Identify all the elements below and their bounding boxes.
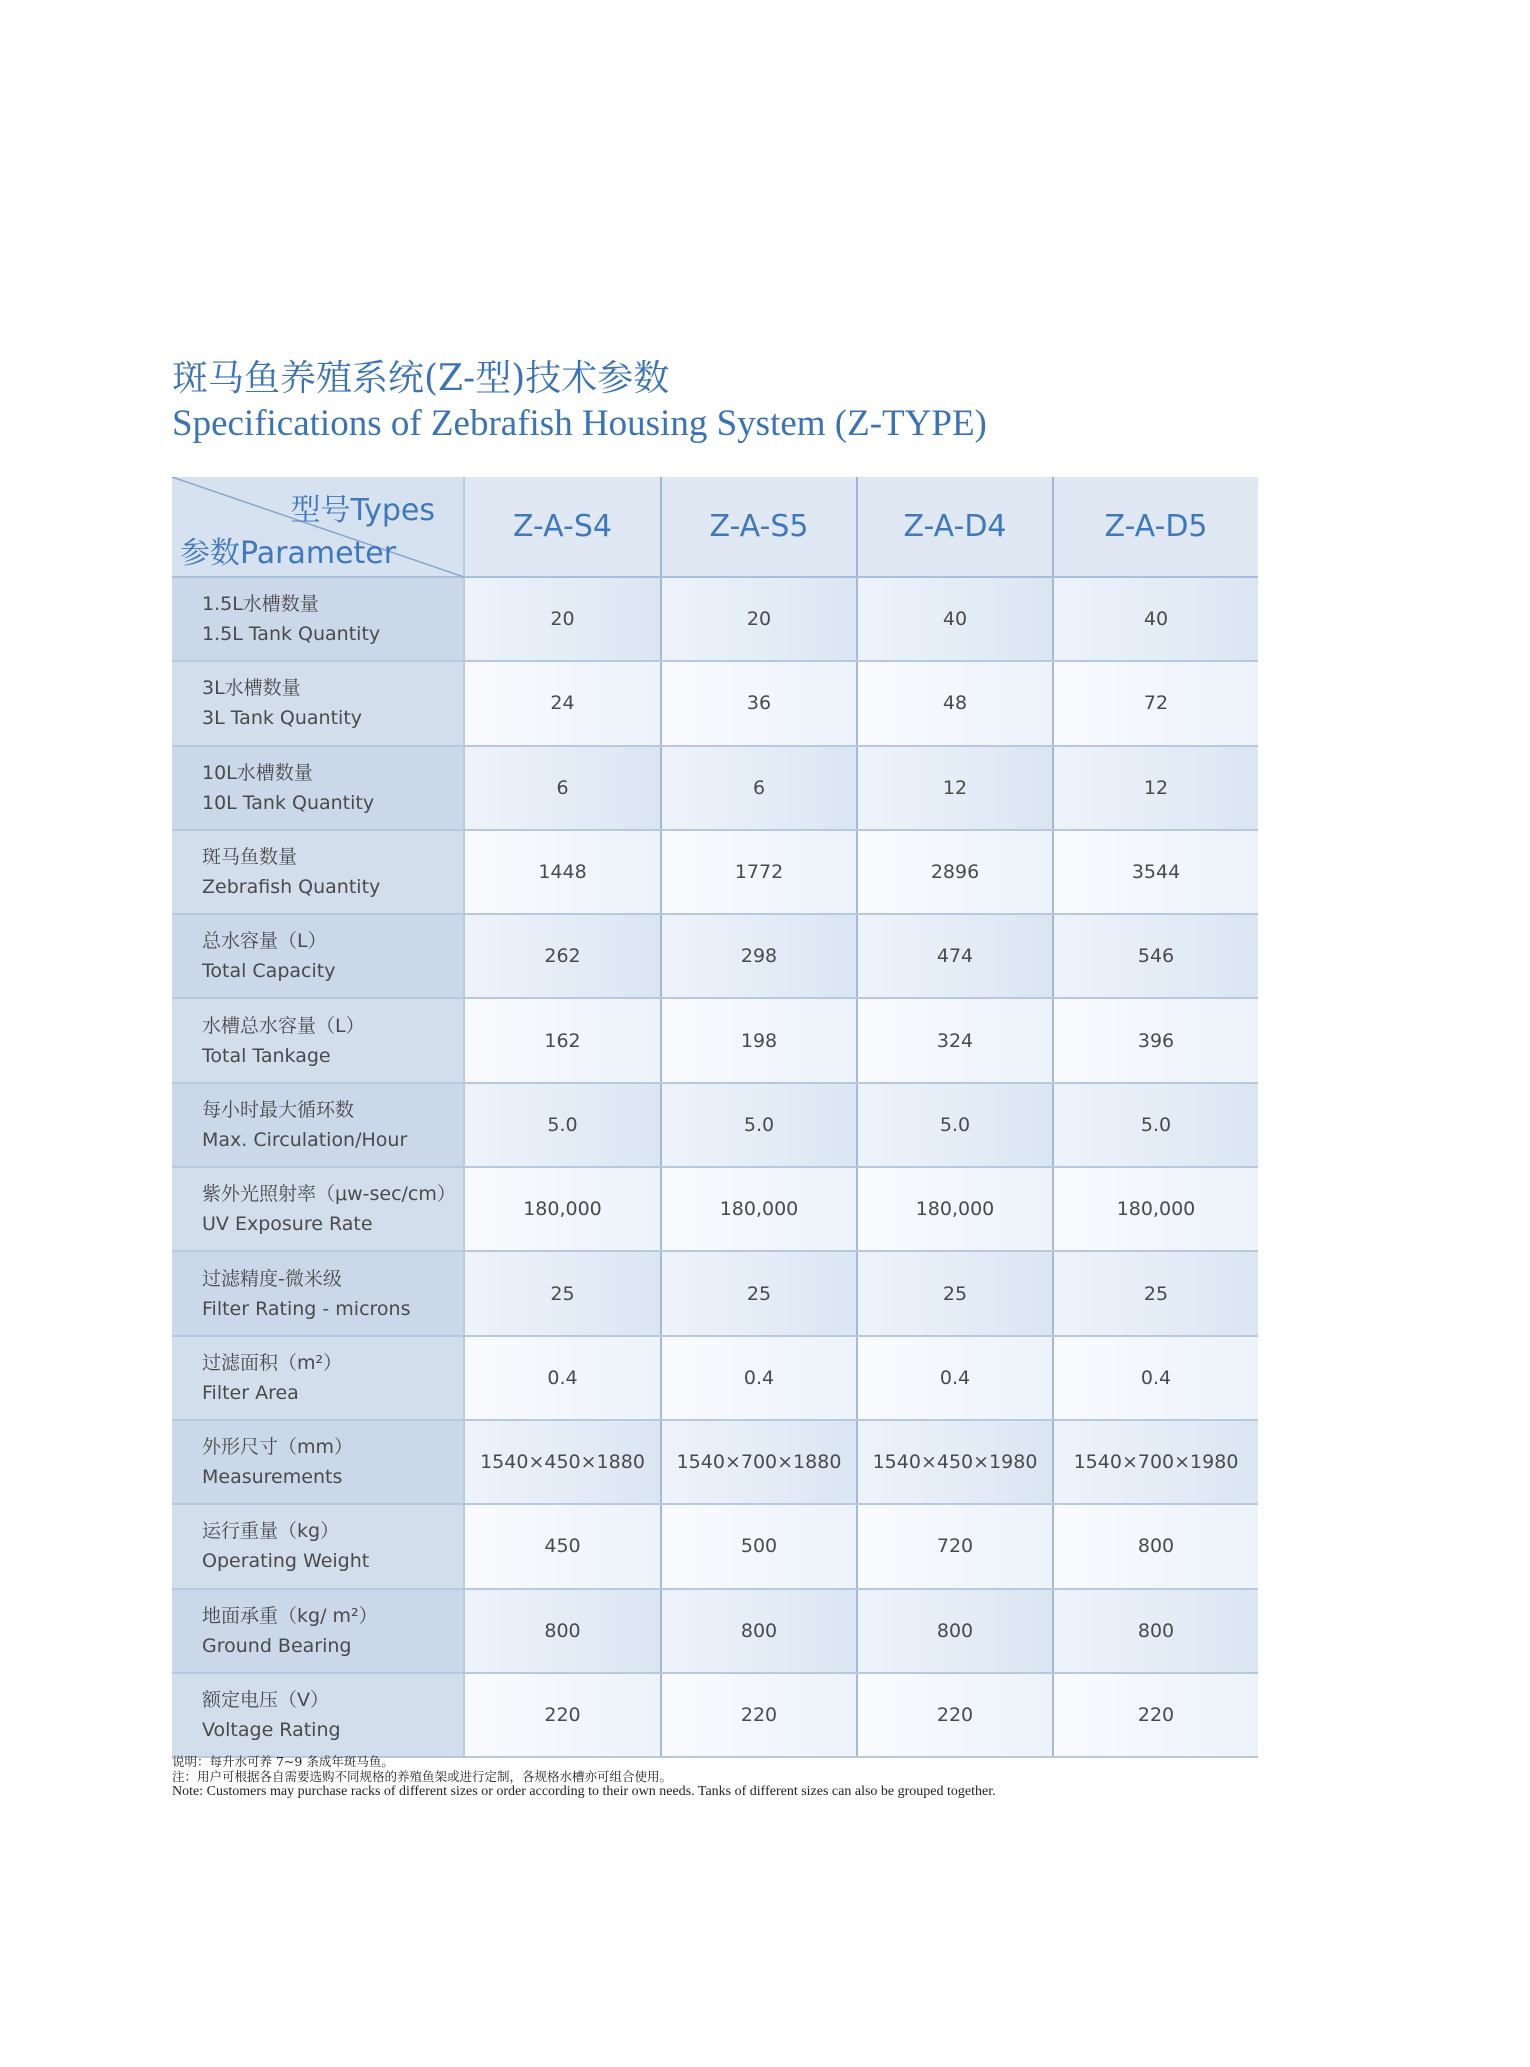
value-cell: 720: [857, 1504, 1053, 1588]
value-cell: 20: [464, 577, 661, 661]
parameter-label-cell: [172, 661, 464, 745]
value-cell: 180,000: [857, 1167, 1053, 1251]
model-header-z-a-s5: Z-A-S5: [661, 477, 857, 577]
value-cell: 500: [661, 1504, 857, 1588]
table-row: [172, 1673, 1258, 1757]
table-row: [172, 1589, 1258, 1673]
value-cell: 25: [661, 1251, 857, 1335]
value-cell: 1448: [464, 830, 661, 914]
model-header-z-a-d5: Z-A-D5: [1053, 477, 1258, 577]
value-cell: 72: [1053, 661, 1258, 745]
value-cell: 1540×450×1880: [464, 1420, 661, 1504]
value-cell: 5.0: [464, 1083, 661, 1167]
value-cell: 396: [1053, 998, 1258, 1082]
parameter-name-english: Zebrafish Quantity: [202, 876, 381, 899]
parameter-name-english: 1.5L Tank Quantity: [202, 623, 381, 646]
parameter-name-chinese: 总水容量（L）: [202, 930, 327, 953]
page-title-english: Specifications of Zebrafish Housing System (Z-TYPE): [172, 403, 987, 444]
value-cell: 262: [464, 914, 661, 998]
parameter-name-chinese: 过滤精度-微米级: [202, 1267, 342, 1290]
value-cell: 220: [661, 1673, 857, 1757]
value-cell: 5.0: [857, 1083, 1053, 1167]
value-cell: 180,000: [464, 1167, 661, 1251]
table-row: [172, 577, 1258, 661]
table-row: [172, 914, 1258, 998]
table-header-row: [172, 477, 1258, 577]
value-cell: 0.4: [1053, 1336, 1258, 1420]
parameter-name-chinese: 过滤面积（m²）: [202, 1351, 343, 1374]
parameter-name-chinese: 水槽总水容量（L）: [202, 1014, 365, 1037]
parameter-label-cell: [172, 1251, 464, 1335]
parameter-name-chinese: 3L水槽数量: [202, 677, 301, 700]
value-cell: 5.0: [661, 1083, 857, 1167]
table-row: [172, 1167, 1258, 1251]
parameter-label-cell: [172, 1589, 464, 1673]
value-cell: 40: [1053, 577, 1258, 661]
parameter-name-english: Filter Rating - microns: [202, 1297, 411, 1320]
parameter-label-cell: [172, 1504, 464, 1588]
value-cell: 1540×700×1980: [1053, 1420, 1258, 1504]
value-cell: 450: [464, 1504, 661, 1588]
value-cell: 298: [661, 914, 857, 998]
parameter-name-english: UV Exposure Rate: [202, 1213, 373, 1236]
parameter-label-cell: [172, 998, 464, 1082]
table-row: [172, 1420, 1258, 1504]
table-row: [172, 1504, 1258, 1588]
parameter-label-cell: [172, 1420, 464, 1504]
value-cell: 474: [857, 914, 1053, 998]
table-row: [172, 998, 1258, 1082]
parameter-header-label: 参数Parameter: [180, 536, 397, 571]
parameter-label-cell: [172, 1167, 464, 1251]
parameter-name-english: 3L Tank Quantity: [202, 707, 363, 730]
table-row: [172, 830, 1258, 914]
parameter-name-chinese: 每小时最大循环数: [202, 1098, 355, 1121]
value-cell: 220: [464, 1673, 661, 1757]
value-cell: 800: [857, 1589, 1053, 1673]
table-row: [172, 1336, 1258, 1420]
value-cell: 220: [1053, 1673, 1258, 1757]
parameter-name-english: 10L Tank Quantity: [202, 791, 375, 814]
parameter-name-chinese: 外形尺寸（mm）: [202, 1436, 354, 1459]
value-cell: 800: [1053, 1589, 1258, 1673]
value-cell: 198: [661, 998, 857, 1082]
value-cell: 800: [464, 1589, 661, 1673]
table-row: [172, 661, 1258, 745]
value-cell: 220: [857, 1673, 1053, 1757]
parameter-name-chinese: 运行重量（kg）: [202, 1520, 340, 1543]
corner-header-cell: [172, 477, 464, 577]
value-cell: 6: [661, 746, 857, 830]
parameter-name-english: Measurements: [202, 1466, 343, 1489]
value-cell: 6: [464, 746, 661, 830]
parameter-label-cell: [172, 1336, 464, 1420]
parameter-name-english: Max. Circulation/Hour: [202, 1128, 408, 1151]
parameter-label-cell: [172, 1083, 464, 1167]
parameter-name-chinese: 斑马鱼数量: [202, 846, 298, 869]
parameter-label-cell: [172, 914, 464, 998]
model-header-z-a-s4: Z-A-S4: [464, 477, 661, 577]
value-cell: 0.4: [464, 1336, 661, 1420]
value-cell: 12: [1053, 746, 1258, 830]
parameter-label-cell: [172, 577, 464, 661]
parameter-name-chinese: 1.5L水槽数量: [202, 593, 319, 616]
value-cell: 25: [857, 1251, 1053, 1335]
note-line-2: 注：用户可根据各自需要选购不同规格的养殖鱼架或进行定制，各规格水槽亦可组合使用。: [172, 1769, 673, 1784]
parameter-label-cell: [172, 746, 464, 830]
value-cell: 180,000: [661, 1167, 857, 1251]
note-line-1: 说明：每升水可养 7~9 条成年斑马鱼。: [172, 1754, 394, 1769]
value-cell: 0.4: [661, 1336, 857, 1420]
parameter-name-english: Operating Weight: [202, 1550, 370, 1573]
value-cell: 180,000: [1053, 1167, 1258, 1251]
value-cell: 3544: [1053, 830, 1258, 914]
parameter-name-chinese: 紫外光照射率（μw-sec/cm）: [202, 1183, 456, 1206]
value-cell: 20: [661, 577, 857, 661]
value-cell: 324: [857, 998, 1053, 1082]
value-cell: 800: [1053, 1504, 1258, 1588]
table-row: [172, 1083, 1258, 1167]
value-cell: 48: [857, 661, 1053, 745]
value-cell: 25: [1053, 1251, 1258, 1335]
value-cell: 12: [857, 746, 1053, 830]
types-header-label: 型号Types: [290, 493, 435, 528]
specifications-table: [172, 477, 1258, 1758]
value-cell: 36: [661, 661, 857, 745]
parameter-name-chinese: 10L水槽数量: [202, 761, 313, 784]
parameter-name-chinese: 地面承重（kg/ m²）: [202, 1604, 378, 1627]
parameter-name-english: Ground Bearing: [202, 1634, 352, 1657]
value-cell: 800: [661, 1589, 857, 1673]
value-cell: 546: [1053, 914, 1258, 998]
value-cell: 1540×450×1980: [857, 1420, 1053, 1504]
parameter-name-english: Voltage Rating: [202, 1719, 341, 1741]
value-cell: 5.0: [1053, 1083, 1258, 1167]
parameter-label-cell: [172, 830, 464, 914]
footnotes: [172, 1754, 996, 1799]
table-row: [172, 1251, 1258, 1335]
value-cell: 162: [464, 998, 661, 1082]
page-title-chinese: 斑马鱼养殖系统(Z-型)技术参数: [172, 358, 670, 399]
value-cell: 1772: [661, 830, 857, 914]
note-line-3: Note: Customers may purchase racks of different sizes or order according to their own needs. Tanks of different sizes can also be grouped together.: [172, 1784, 996, 1799]
parameter-name-english: Total Tankage: [202, 1044, 331, 1067]
value-cell: 24: [464, 661, 661, 745]
parameter-name-chinese: 额定电压（V）: [202, 1689, 329, 1711]
table-row: [172, 746, 1258, 830]
value-cell: 40: [857, 577, 1053, 661]
value-cell: 0.4: [857, 1336, 1053, 1420]
value-cell: 1540×700×1880: [661, 1420, 857, 1504]
parameter-name-english: Filter Area: [202, 1381, 299, 1404]
parameter-label-cell: [172, 1673, 464, 1757]
parameter-name-english: Total Capacity: [202, 960, 336, 983]
value-cell: 25: [464, 1251, 661, 1335]
model-header-z-a-d4: Z-A-D4: [857, 477, 1053, 577]
value-cell: 2896: [857, 830, 1053, 914]
